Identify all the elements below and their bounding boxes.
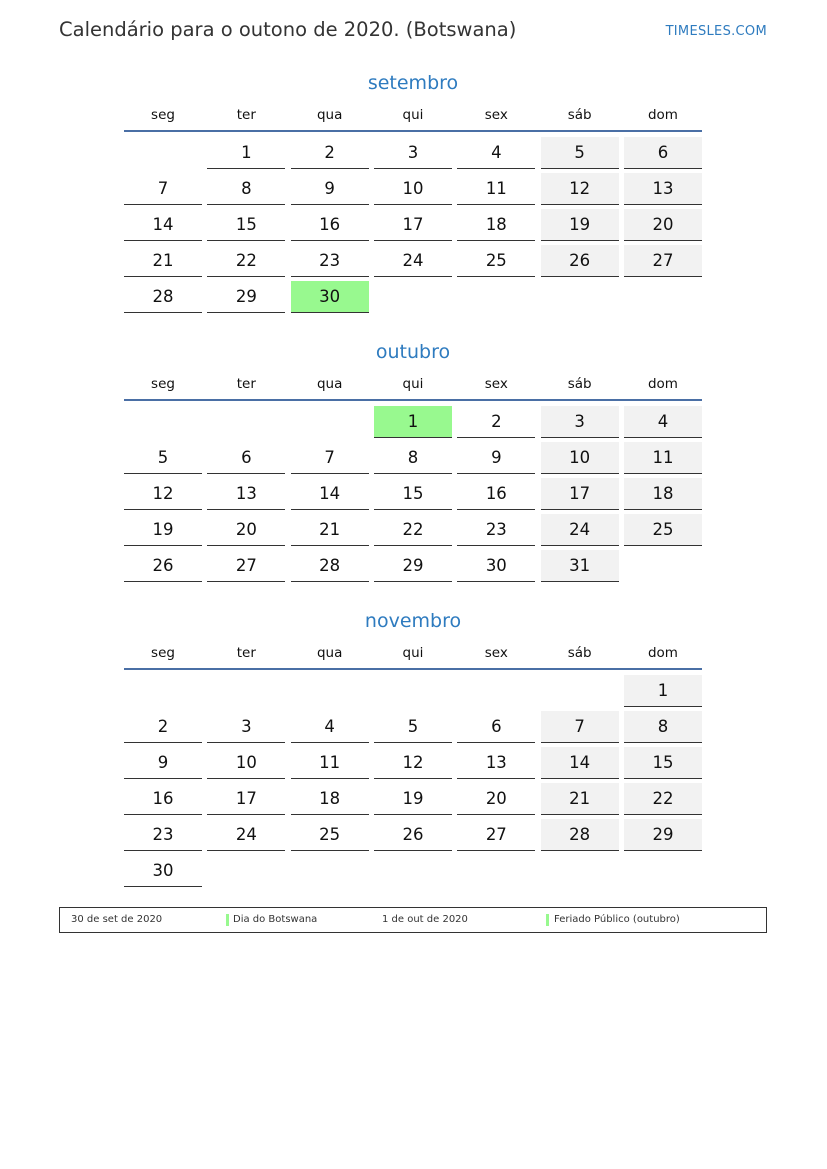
- empty-day-cell: [457, 675, 535, 706]
- day-cell[interactable]: 30: [291, 281, 369, 313]
- day-cell[interactable]: 27: [207, 550, 285, 582]
- week-row: [124, 442, 702, 478]
- day-cell[interactable]: 14: [541, 747, 619, 779]
- day-cell[interactable]: 25: [457, 245, 535, 277]
- weekday-label: ter: [236, 645, 256, 661]
- week-row: [124, 281, 702, 317]
- day-cell[interactable]: 22: [207, 245, 285, 277]
- day-cell[interactable]: 7: [124, 173, 202, 205]
- month-novembro: [124, 608, 702, 891]
- week-row: [124, 209, 702, 245]
- day-cell[interactable]: 7: [541, 711, 619, 743]
- weekday-label: ter: [236, 107, 256, 123]
- day-cell[interactable]: 19: [124, 514, 202, 546]
- day-cell[interactable]: 1: [624, 675, 702, 707]
- weekday-label: seg: [151, 107, 175, 123]
- week-row: [124, 675, 702, 711]
- weekday-label: qua: [316, 645, 343, 661]
- week-row: [124, 478, 702, 514]
- day-cell[interactable]: 15: [207, 209, 285, 241]
- week-row: [124, 783, 702, 819]
- day-cell[interactable]: 15: [374, 478, 452, 510]
- day-cell[interactable]: 5: [541, 137, 619, 169]
- day-cell[interactable]: 21: [291, 514, 369, 546]
- day-cell[interactable]: 28: [124, 281, 202, 313]
- empty-day-cell: [541, 281, 619, 312]
- day-cell[interactable]: 3: [207, 711, 285, 743]
- day-cell[interactable]: 8: [374, 442, 452, 474]
- day-cell[interactable]: 9: [457, 442, 535, 474]
- day-cell[interactable]: 16: [291, 209, 369, 241]
- day-cell[interactable]: 26: [124, 550, 202, 582]
- weekday-header: [124, 106, 702, 132]
- day-cell[interactable]: 23: [124, 819, 202, 851]
- day-cell[interactable]: 19: [374, 783, 452, 815]
- day-cell[interactable]: 28: [541, 819, 619, 851]
- day-cell[interactable]: 22: [374, 514, 452, 546]
- day-cell[interactable]: 30: [124, 855, 202, 887]
- month-title: novembro: [364, 610, 462, 632]
- month-outubro: [124, 339, 702, 586]
- day-cell[interactable]: 20: [457, 783, 535, 815]
- day-cell[interactable]: 2: [457, 406, 535, 438]
- holiday-marker-icon: [546, 914, 549, 926]
- empty-day-cell: [207, 855, 285, 886]
- weekday-label: qui: [402, 645, 424, 661]
- empty-day-cell: [291, 406, 369, 437]
- week-row: [124, 711, 702, 747]
- day-cell[interactable]: 13: [624, 173, 702, 205]
- week-row: [124, 855, 702, 891]
- day-cell[interactable]: 31: [541, 550, 619, 582]
- weekday-label: ter: [236, 376, 256, 392]
- day-cell[interactable]: 14: [291, 478, 369, 510]
- day-cell[interactable]: 10: [207, 747, 285, 779]
- week-row: [124, 137, 702, 173]
- month-title: outubro: [375, 341, 451, 363]
- weekday-label: seg: [151, 376, 175, 392]
- empty-day-cell: [624, 855, 702, 886]
- day-cell[interactable]: 17: [374, 209, 452, 241]
- empty-day-cell: [374, 281, 452, 312]
- weekday-label: seg: [151, 645, 175, 661]
- empty-day-cell: [624, 281, 702, 312]
- day-cell[interactable]: 4: [624, 406, 702, 438]
- week-row: [124, 747, 702, 783]
- day-cell[interactable]: 29: [374, 550, 452, 582]
- day-cell[interactable]: 5: [124, 442, 202, 474]
- empty-day-cell: [207, 406, 285, 437]
- day-cell[interactable]: 26: [541, 245, 619, 277]
- page-title: Calendário para o outono de 2020. (Botswana): [59, 18, 517, 41]
- day-cell[interactable]: 20: [207, 514, 285, 546]
- day-cell[interactable]: 17: [541, 478, 619, 510]
- holiday-legend: [59, 907, 767, 933]
- day-cell[interactable]: 28: [291, 550, 369, 582]
- day-cell[interactable]: 10: [374, 173, 452, 205]
- empty-day-cell: [124, 137, 202, 168]
- day-cell[interactable]: 16: [457, 478, 535, 510]
- day-cell[interactable]: 11: [291, 747, 369, 779]
- day-cell[interactable]: 8: [624, 711, 702, 743]
- weekday-label: dom: [647, 645, 678, 661]
- day-cell[interactable]: 17: [207, 783, 285, 815]
- day-cell[interactable]: 29: [207, 281, 285, 313]
- weekday-label: sáb: [567, 376, 592, 392]
- brand-link[interactable]: TIMESLES.COM: [665, 24, 767, 39]
- empty-day-cell: [124, 675, 202, 706]
- day-cell[interactable]: 11: [624, 442, 702, 474]
- day-cell[interactable]: 27: [624, 245, 702, 277]
- weekday-label: qui: [402, 107, 424, 123]
- day-cell[interactable]: 29: [624, 819, 702, 851]
- empty-day-cell: [291, 675, 369, 706]
- weekday-label: sex: [484, 376, 508, 392]
- day-cell[interactable]: 19: [541, 209, 619, 241]
- empty-day-cell: [457, 281, 535, 312]
- day-cell[interactable]: 12: [541, 173, 619, 205]
- empty-day-cell: [291, 855, 369, 886]
- empty-day-cell: [624, 550, 702, 581]
- legend-date-1: 30 de set de 2020: [71, 914, 163, 925]
- month-setembro: [124, 70, 702, 317]
- weekday-label: qua: [316, 376, 343, 392]
- day-cell[interactable]: 22: [624, 783, 702, 815]
- weekday-label: qua: [316, 107, 343, 123]
- day-cell[interactable]: 12: [124, 478, 202, 510]
- empty-day-cell: [541, 675, 619, 706]
- weekday-label: sex: [484, 107, 508, 123]
- day-cell[interactable]: 14: [124, 209, 202, 241]
- week-row: [124, 819, 702, 855]
- day-cell[interactable]: 20: [624, 209, 702, 241]
- legend-date-2: 1 de out de 2020: [382, 914, 468, 925]
- month-title: setembro: [367, 72, 459, 94]
- day-cell[interactable]: 25: [624, 514, 702, 546]
- empty-day-cell: [457, 855, 535, 886]
- empty-day-cell: [374, 855, 452, 886]
- day-cell[interactable]: 24: [541, 514, 619, 546]
- day-cell[interactable]: 11: [457, 173, 535, 205]
- day-cell[interactable]: 13: [457, 747, 535, 779]
- day-cell[interactable]: 2: [291, 137, 369, 169]
- week-row: [124, 245, 702, 281]
- weekday-header: [124, 644, 702, 670]
- legend-name-1: Dia do Botswana: [233, 914, 318, 925]
- day-cell[interactable]: 23: [291, 245, 369, 277]
- day-cell[interactable]: 13: [207, 478, 285, 510]
- day-cell[interactable]: 6: [624, 137, 702, 169]
- day-cell[interactable]: 9: [291, 173, 369, 205]
- weekday-label: sáb: [567, 645, 592, 661]
- day-cell[interactable]: 6: [457, 711, 535, 743]
- day-cell[interactable]: 10: [541, 442, 619, 474]
- weekday-label: sáb: [567, 107, 592, 123]
- empty-day-cell: [207, 675, 285, 706]
- day-cell[interactable]: 12: [374, 747, 452, 779]
- day-cell[interactable]: 6: [207, 442, 285, 474]
- day-cell[interactable]: 1: [374, 406, 452, 438]
- day-cell[interactable]: 21: [124, 245, 202, 277]
- empty-day-cell: [541, 855, 619, 886]
- day-cell[interactable]: 25: [291, 819, 369, 851]
- week-row: [124, 406, 702, 442]
- day-cell[interactable]: 4: [457, 137, 535, 169]
- day-cell[interactable]: 27: [457, 819, 535, 851]
- empty-day-cell: [374, 675, 452, 706]
- day-cell[interactable]: 18: [624, 478, 702, 510]
- weekday-label: sex: [484, 645, 508, 661]
- day-cell[interactable]: 18: [457, 209, 535, 241]
- day-cell[interactable]: 2: [124, 711, 202, 743]
- day-cell[interactable]: 21: [541, 783, 619, 815]
- weekday-label: dom: [647, 107, 678, 123]
- day-cell[interactable]: 15: [624, 747, 702, 779]
- day-cell[interactable]: 8: [207, 173, 285, 205]
- day-cell[interactable]: 1: [207, 137, 285, 169]
- day-cell[interactable]: 30: [457, 550, 535, 582]
- day-cell[interactable]: 26: [374, 819, 452, 851]
- day-cell[interactable]: 24: [374, 245, 452, 277]
- weekday-label: dom: [647, 376, 678, 392]
- week-row: [124, 514, 702, 550]
- day-cell[interactable]: 23: [457, 514, 535, 546]
- weekday-header: [124, 375, 702, 401]
- empty-day-cell: [124, 406, 202, 437]
- day-cell[interactable]: 9: [124, 747, 202, 779]
- day-cell[interactable]: 18: [291, 783, 369, 815]
- week-row: [124, 173, 702, 209]
- legend-name-2: Feriado Público (outubro): [554, 914, 680, 925]
- day-cell[interactable]: 3: [541, 406, 619, 438]
- day-cell[interactable]: 5: [374, 711, 452, 743]
- day-cell[interactable]: 3: [374, 137, 452, 169]
- day-cell[interactable]: 7: [291, 442, 369, 474]
- day-cell[interactable]: 24: [207, 819, 285, 851]
- week-row: [124, 550, 702, 586]
- day-cell[interactable]: 4: [291, 711, 369, 743]
- day-cell[interactable]: 16: [124, 783, 202, 815]
- holiday-marker-icon: [226, 914, 229, 926]
- weekday-label: qui: [402, 376, 424, 392]
